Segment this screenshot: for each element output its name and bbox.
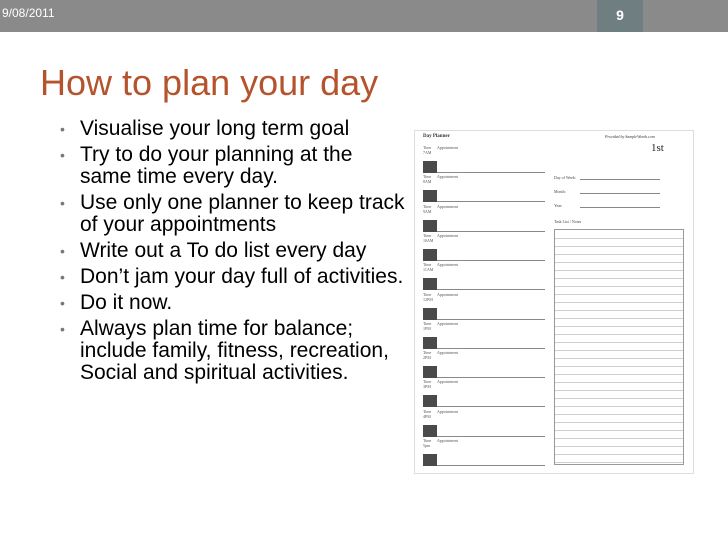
planner-slot-label: Appointment bbox=[437, 203, 459, 209]
bullet-list bbox=[58, 118, 408, 388]
planner-slot bbox=[421, 174, 545, 203]
bullet-icon: • bbox=[60, 269, 65, 285]
planner-provided-by: Provided by SampleWords.com bbox=[605, 134, 655, 139]
planner-slot-line bbox=[437, 377, 545, 378]
planner-slot-time: Time 4PM bbox=[423, 408, 432, 419]
bullet-item: • Don’t jam your day full of activities. bbox=[60, 265, 404, 288]
planner-notes-line bbox=[555, 358, 683, 359]
planner-slot-bar bbox=[423, 278, 437, 290]
planner-field: Year: bbox=[554, 203, 562, 208]
bullet-item: • Write out a To do list every day bbox=[60, 239, 367, 262]
bullet-icon: • bbox=[60, 121, 65, 137]
planner-slot-line bbox=[437, 319, 545, 320]
planner-slot-time: Time 8AM bbox=[423, 174, 432, 185]
planner-notes-line bbox=[555, 374, 683, 375]
planner-slot-time: Time 10AM bbox=[423, 232, 434, 243]
planner-slot-time: Time 11AM bbox=[423, 262, 434, 273]
page-number: 9 bbox=[616, 7, 624, 23]
planner-slot-label: Appointment bbox=[437, 262, 459, 268]
planner-slot-bar bbox=[423, 161, 437, 173]
planner-slot-time: Time 7AM bbox=[423, 145, 432, 155]
planner-slot-line bbox=[437, 201, 545, 202]
planner-notes-line bbox=[555, 246, 683, 247]
planner-slot-line bbox=[437, 348, 545, 349]
planner-slot-label: Appointment bbox=[437, 350, 459, 356]
planner-notes-line bbox=[555, 422, 683, 423]
planner-slot-label: Appointment bbox=[437, 438, 459, 443]
bullet-item: • Do it now. bbox=[60, 291, 173, 314]
bullet-item: • Visualise your long term goal bbox=[60, 117, 350, 140]
planner-slot-label: Appointment bbox=[437, 291, 459, 297]
planner-field: Day of Week: bbox=[554, 175, 576, 180]
bullet-icon: • bbox=[60, 321, 65, 337]
planner-notes-line bbox=[555, 342, 683, 343]
planner-notes-line bbox=[555, 406, 683, 407]
planner-slot-bar bbox=[423, 425, 437, 437]
planner-slot-bar bbox=[423, 308, 437, 320]
planner-slot-time: Time 3PM bbox=[423, 379, 432, 390]
planner-title: Day Planner bbox=[423, 134, 450, 139]
planner-slot bbox=[421, 321, 545, 350]
planner-notes-box bbox=[554, 229, 684, 465]
planner-notes-line bbox=[555, 398, 683, 399]
top-bar bbox=[0, 0, 728, 32]
planner-notes-line bbox=[555, 366, 683, 367]
planner-notes-line bbox=[555, 446, 683, 447]
planner-date-big: 1st bbox=[651, 142, 664, 154]
planner-slot-bar bbox=[423, 395, 437, 407]
planner-slot-time: Time 5pm bbox=[423, 438, 432, 448]
page-number-box bbox=[597, 0, 643, 32]
planner-notes-line bbox=[555, 278, 683, 279]
planner-notes-line bbox=[555, 326, 683, 327]
planner-notes-line bbox=[555, 390, 683, 391]
planner-notes-line bbox=[555, 382, 683, 383]
planner-notes-line bbox=[555, 462, 683, 463]
bullet-icon: • bbox=[60, 195, 65, 211]
planner-slot bbox=[421, 350, 545, 379]
planner-slot bbox=[421, 145, 545, 174]
bullet-item: • Always plan time for balance; include family, fitness, recreation, Social and spiritual activities. bbox=[60, 317, 389, 384]
planner-notes-line bbox=[555, 454, 683, 455]
planner-notes-line bbox=[555, 318, 683, 319]
planner-slot-time: Time 2PM bbox=[423, 350, 432, 361]
planner-slot bbox=[421, 262, 545, 291]
planner-slot-bar bbox=[423, 454, 437, 466]
bullet-icon: • bbox=[60, 243, 65, 259]
planner-slot-bar bbox=[423, 249, 437, 261]
day-planner-image bbox=[414, 130, 694, 474]
planner-slot-time: Time 1PM bbox=[423, 320, 432, 331]
planner-slot-bar bbox=[423, 337, 437, 349]
planner-slot-line bbox=[437, 406, 545, 407]
planner-slot bbox=[421, 438, 545, 467]
planner-slot-line bbox=[437, 172, 545, 173]
bullet-item: • Use only one planner to keep track of your appointments bbox=[60, 191, 405, 236]
planner-slot-label: Appointment bbox=[437, 174, 459, 180]
bullet-item: • Try to do your planning at the same time every day. bbox=[60, 143, 353, 188]
planner-notes-line bbox=[555, 438, 683, 439]
planner-notes-line bbox=[555, 310, 683, 311]
planner-slot-line bbox=[437, 465, 545, 466]
bullet-icon: • bbox=[60, 295, 65, 311]
planner-slot bbox=[421, 204, 545, 233]
planner-slot-label: Appointment bbox=[437, 145, 459, 150]
planner-notes-line bbox=[555, 414, 683, 415]
planner-slot-label: Appointment bbox=[437, 232, 459, 238]
planner-slot bbox=[421, 409, 545, 438]
planner-slot-bar bbox=[423, 220, 437, 232]
planner-notes-line bbox=[555, 286, 683, 287]
planner-slot-bar bbox=[423, 190, 437, 202]
planner-field: Month: bbox=[554, 189, 566, 194]
planner-notes-line bbox=[555, 430, 683, 431]
planner-slot bbox=[421, 292, 545, 321]
planner-slot bbox=[421, 379, 545, 408]
planner-notes-line bbox=[555, 302, 683, 303]
planner-slot-time: Time 12PM bbox=[423, 291, 433, 302]
planner-notes-line bbox=[555, 262, 683, 263]
planner-notes-line bbox=[555, 294, 683, 295]
planner-slot-label: Appointment bbox=[437, 320, 459, 326]
planner-notes-label: Task List / Notes bbox=[554, 219, 582, 224]
planner-slot-label: Appointment bbox=[437, 379, 459, 385]
planner-slot-line bbox=[437, 436, 545, 437]
planner-notes-line bbox=[555, 334, 683, 335]
planner-slot-label: Appointment bbox=[437, 408, 459, 414]
planner-slot-line bbox=[437, 231, 545, 232]
planner-notes-line bbox=[555, 238, 683, 239]
planner-slot-line bbox=[437, 260, 545, 261]
planner-slot-time: Time 9AM bbox=[423, 203, 432, 214]
slide-title: How to plan your day bbox=[40, 62, 379, 103]
planner-notes-line bbox=[555, 350, 683, 351]
bullet-icon: • bbox=[60, 147, 65, 163]
planner-slot bbox=[421, 233, 545, 262]
planner-notes-line bbox=[555, 254, 683, 255]
planner-slot-line bbox=[437, 289, 545, 290]
slide-date: 9/08/2011 bbox=[2, 6, 55, 20]
planner-notes-line bbox=[555, 270, 683, 271]
planner-slot-bar bbox=[423, 366, 437, 378]
